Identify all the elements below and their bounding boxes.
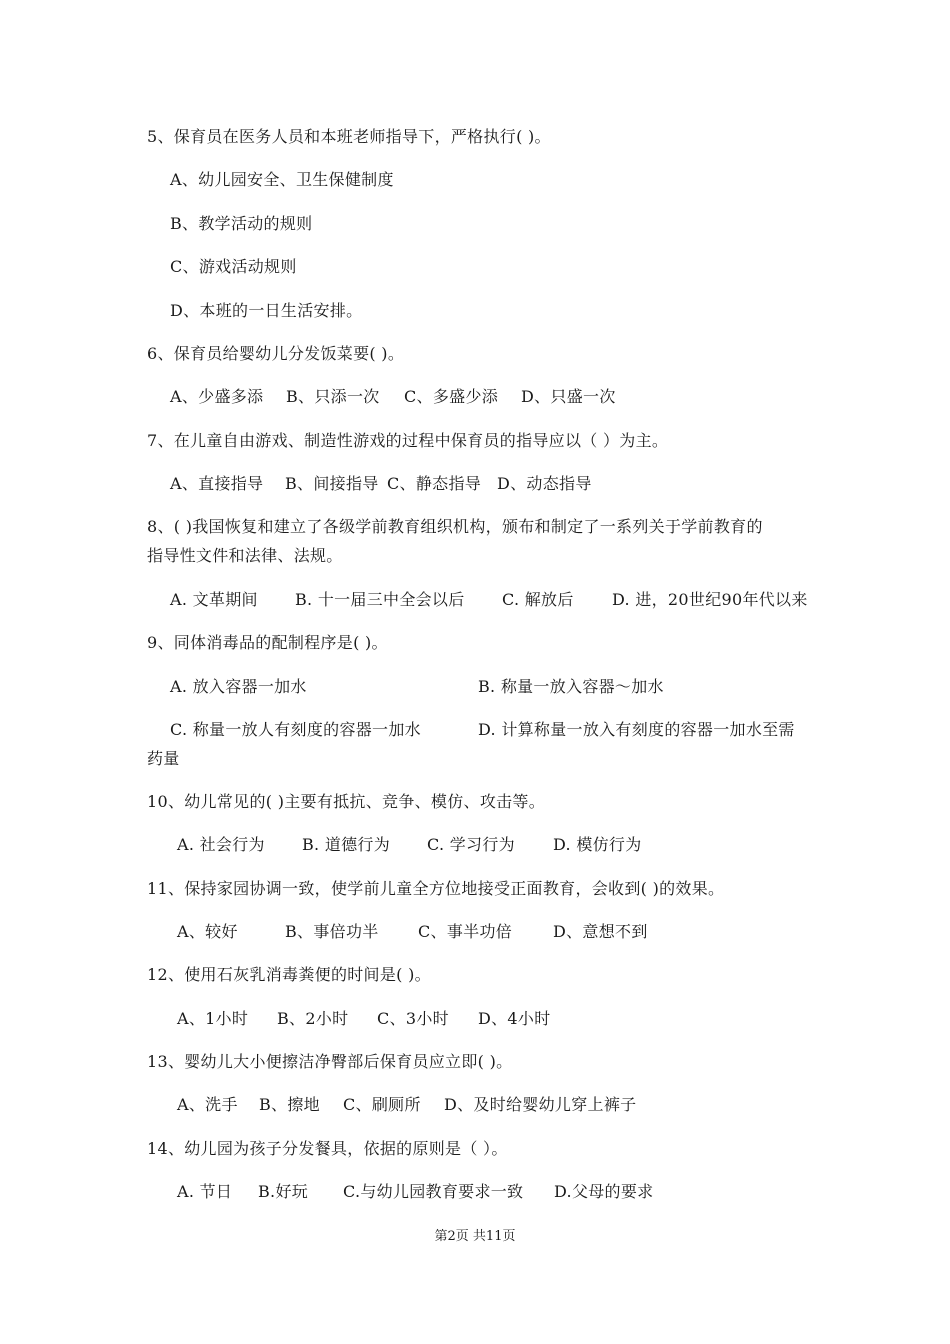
question-5-option-a: A、幼儿园安全、卫生保健制度 [170,170,394,189]
question-13-option-b: B、擦地 [259,1095,320,1114]
question-11-stem: 11、保持家园协调一致，使学前儿童全方位地接受正面教育，会收到( )的效果。 [147,879,725,898]
question-9-continuation: 药量 [147,749,180,768]
question-5-option-b: B、教学活动的规则 [170,214,313,233]
question-14-option-a: A. 节日 [177,1182,233,1201]
question-11-option-a: A、较好 [177,922,238,941]
question-11-option-c: C、事半功倍 [418,922,513,941]
question-13-option-d: D、及时给婴幼儿穿上裤子 [444,1095,637,1114]
question-8-options [170,590,808,610]
question-12-option-b: B、2小时 [277,1009,349,1028]
question-5-stem: 5、保育员在医务人员和本班老师指导下，严格执行( )。 [147,127,551,146]
question-11-options [177,922,648,942]
question-6-options [170,387,616,407]
question-8-stem-line1: 8、( )我国恢复和建立了各级学前教育组织机构，颁布和制定了一系列关于学前教育的 [147,517,763,536]
question-7-stem: 7、在儿童自由游戏、制造性游戏的过程中保育员的指导应以（ ）为主。 [147,431,669,450]
question-14-options [177,1182,653,1202]
question-6-stem: 6、保育员给婴幼儿分发饭菜要( )。 [147,344,405,363]
question-6-option-c: C、多盛少添 [404,387,499,406]
question-12-option-d: D、4小时 [478,1009,551,1028]
question-12-option-c: C、3小时 [377,1009,449,1028]
question-14-option-b: B.好玩 [258,1182,309,1201]
question-10-stem: 10、幼儿常见的( )主要有抵抗、竞争、模仿、攻击等。 [147,792,546,811]
question-7-option-b: B、间接指导 [285,474,379,493]
question-13-option-c: C、刷厕所 [343,1095,421,1114]
question-10-option-d: D. 模仿行为 [553,835,642,854]
question-10-options [177,835,642,855]
question-6-option-a: A、少盛多添 [170,387,264,406]
question-7-option-c: C、静态指导 [387,474,482,493]
question-8-option-c: C. 解放后 [502,590,574,609]
question-8-option-a: A. 文革期间 [170,590,258,609]
question-5-option-d: D、本班的一日生活安排。 [170,301,363,320]
question-12-stem: 12、使用石灰乳消毒粪便的时间是( )。 [147,965,431,984]
question-8-option-b: B. 十一届三中全会以后 [295,590,465,609]
question-9-option-d: D. 计算称量一放入有刻度的容器一加水至需 [478,720,795,739]
question-13-option-a: A、洗手 [177,1095,238,1114]
question-6-option-b: B、只添一次 [286,387,380,406]
question-9-option-a: A. 放入容器一加水 [170,677,307,696]
page-number-footer: 第2页 共11页 [434,1229,516,1244]
question-13-options [177,1095,636,1115]
question-10-option-b: B. 道德行为 [302,835,391,854]
question-7-option-d: D、动态指导 [497,474,592,493]
question-7-option-a: A、直接指导 [170,474,264,493]
question-9-stem: 9、同体消毒品的配制程序是( )。 [147,633,388,652]
question-10-option-a: A. 社会行为 [177,835,265,854]
question-5-option-c: C、游戏活动规则 [170,257,297,276]
question-10-option-c: C. 学习行为 [427,835,515,854]
question-13-stem: 13、婴幼儿大小便擦洁净臀部后保育员应立即( )。 [147,1052,513,1071]
question-12-option-a: A、1小时 [177,1009,249,1028]
question-11-option-d: D、意想不到 [553,922,648,941]
question-14-stem: 14、幼儿园为孩子分发餐具，依据的原则是（ ）。 [147,1139,508,1158]
question-12-options [177,1009,551,1029]
question-8-option-d: D. 进，20世纪90年代以来 [612,590,808,609]
question-9-option-c: C. 称量一放人有刻度的容器一加水 [170,720,421,739]
question-8-stem-line2: 指导性文件和法律、法规。 [147,546,343,565]
question-14-option-c: C.与幼儿园教育要求一致 [343,1182,524,1201]
question-9-option-b: B. 称量一放入容器～加水 [478,677,664,696]
question-6-option-d: D、只盛一次 [521,387,616,406]
question-14-option-d: D.父母的要求 [554,1182,654,1201]
question-11-option-b: B、事倍功半 [285,922,379,941]
question-7-options [170,474,592,494]
